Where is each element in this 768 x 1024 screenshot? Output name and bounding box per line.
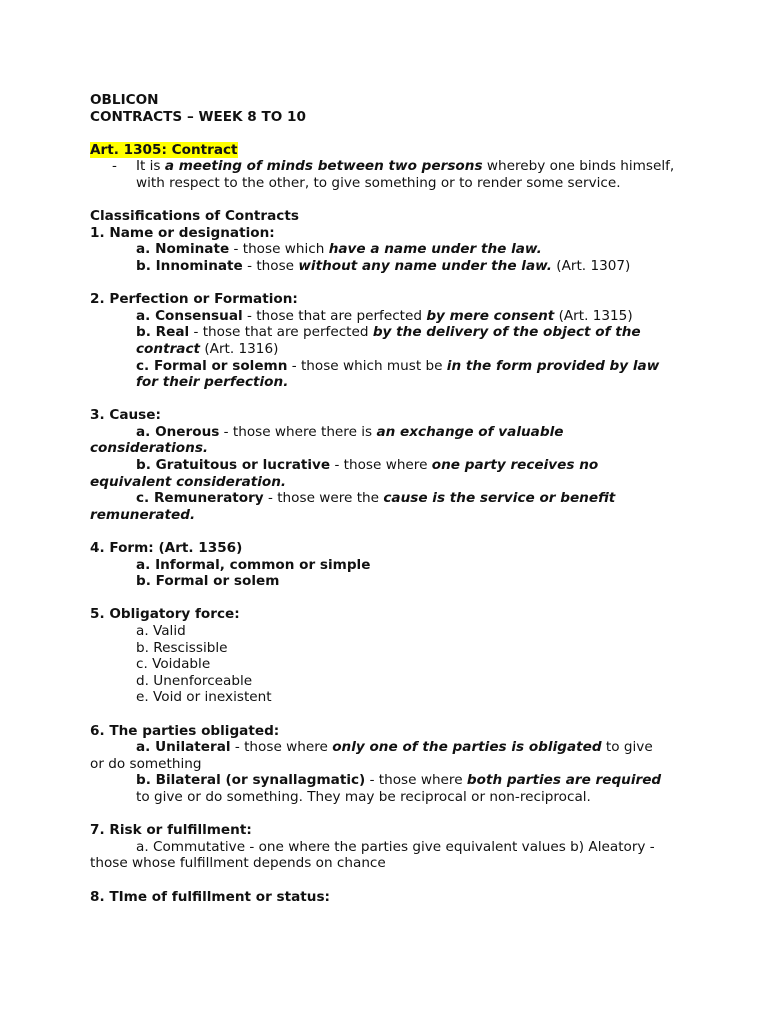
bullet-dash: - xyxy=(112,158,117,175)
section-5-title: 5. Obligatory force: xyxy=(90,606,240,623)
section-6-title: 6. The parties obligated: xyxy=(90,722,280,739)
classifications-title: Classifications of Contracts xyxy=(90,208,299,225)
section-3-title: 3. Cause: xyxy=(90,407,161,424)
s5-item: d. Unenforceable xyxy=(136,672,253,689)
section-8-title: 8. TIme of fulfillment or status: xyxy=(90,888,330,905)
s5-item: e. Void or inexistent xyxy=(136,689,272,706)
s2-item-a: a. Consensual - those that are perfected by mere consent (Art. 1315) xyxy=(136,307,633,324)
s3-item-c: c. Remuneratory - those were the cause is the service or benefit xyxy=(136,490,616,507)
section-1-title: 1. Name or designation: xyxy=(90,224,275,241)
s5-item: c. Voidable xyxy=(136,656,211,673)
section-2-title: 2. Perfection or Formation: xyxy=(90,291,298,308)
s1-item-a: a. Nominate - those which have a name under the law. xyxy=(136,241,542,258)
doc-subtitle: CONTRACTS – WEEK 8 TO 10 xyxy=(90,108,306,125)
s5-item: a. Valid xyxy=(136,623,186,639)
s4-item-b: b. Formal or solem xyxy=(136,573,280,590)
s6-item-a-cont: or do something xyxy=(90,755,202,772)
doc-title: OBLICON xyxy=(90,92,159,108)
art1305-heading xyxy=(90,142,728,159)
s2-item-b-cont: contract (Art. 1316) xyxy=(136,340,279,357)
s7-line-2: those whose fulfillment depends on chance xyxy=(90,855,386,872)
s3-item-a: a. Onerous - those where there is an exchange of valuable xyxy=(136,423,564,440)
art1305-definition: It is a meeting of minds between two persons whereby one binds himself, with respect to the other, to give something or to render some service. xyxy=(136,158,675,191)
art1305-bullet xyxy=(90,158,728,191)
s3-item-c-cont: remunerated. xyxy=(90,506,196,523)
s1-item-b: b. Innominate - those without any name under the law. (Art. 1307) xyxy=(136,257,631,274)
s3-item-b: b. Gratuitous or lucrative - those where one party receives no xyxy=(136,457,599,474)
s6-item-b-cont: to give or do something. They may be reciprocal or non-reciprocal. xyxy=(136,788,591,805)
s4-item-a: a. Informal, common or simple xyxy=(136,556,371,573)
section-7-title: 7. Risk or fulfillment: xyxy=(90,822,252,839)
section-4-title: 4. Form: (Art. 1356) xyxy=(90,540,243,557)
s3-item-a-cont: considerations. xyxy=(90,440,209,457)
s6-item-a: a. Unilateral - those where only one of the parties is obligated to give xyxy=(136,739,653,756)
s5-item: b. Rescissible xyxy=(136,639,228,656)
s3-item-b-cont: equivalent consideration. xyxy=(90,473,287,490)
s6-item-b: b. Bilateral (or synallagmatic) - those where both parties are required xyxy=(136,772,662,789)
s7-line-1: a. Commutative - one where the parties give equivalent values b) Aleatory - xyxy=(136,838,655,855)
s2-item-c-cont: for their perfection. xyxy=(136,374,289,391)
s2-item-c: c. Formal or solemn - those which must be in the form provided by law xyxy=(136,357,660,374)
highlighted-heading: Art. 1305: Contract xyxy=(90,141,238,158)
s2-item-b: b. Real - those that are perfected by the delivery of the object of the xyxy=(136,324,641,341)
